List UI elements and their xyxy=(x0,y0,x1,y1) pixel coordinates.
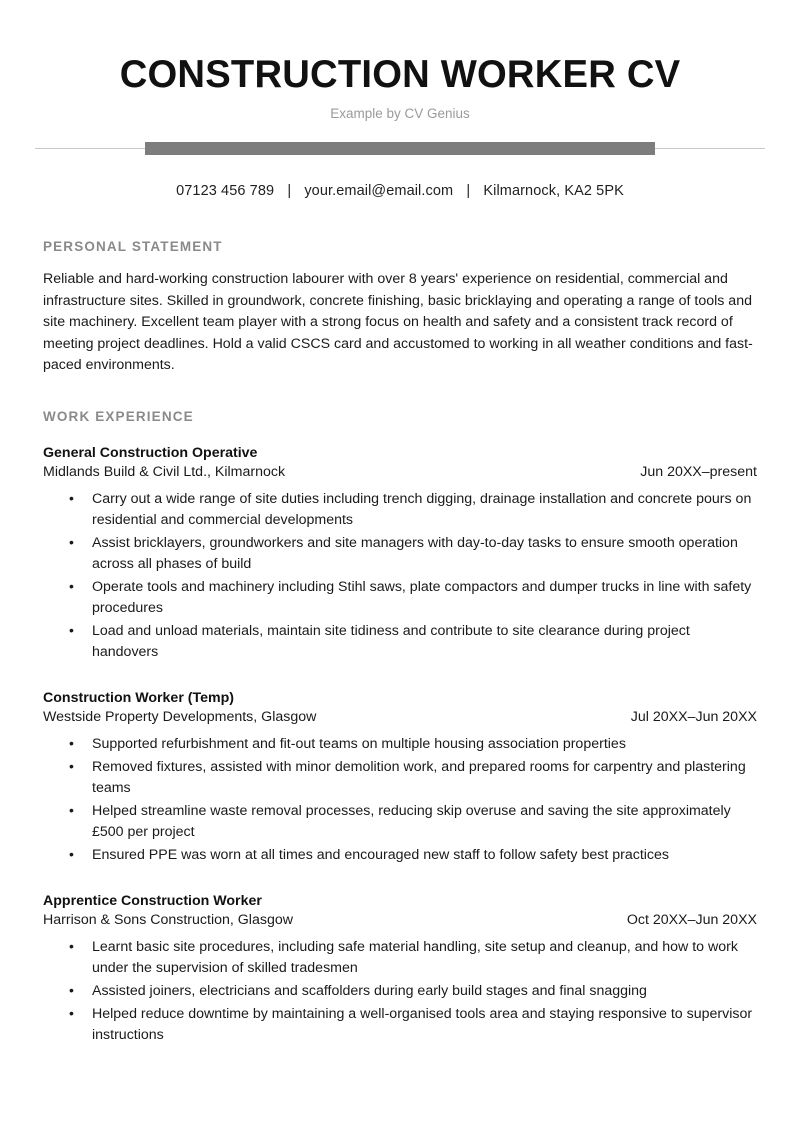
job-header xyxy=(43,892,757,930)
page-title: CONSTRUCTION WORKER CV xyxy=(119,53,681,96)
list-item: • Supported refurbishment and fit-out teams on multiple housing association properties xyxy=(43,734,757,755)
work-experience-list xyxy=(43,444,757,1046)
list-item: • Removed fixtures, assisted with minor demolition work, and prepared rooms for carpentry and plastering teams xyxy=(43,757,757,799)
section-personal-statement xyxy=(43,239,757,377)
personal-statement-text: Reliable and hard-working construction labourer with over 8 years' experience on residential, commercial and infrastructure sites. Skilled in groundwork, concrete finishing, basic bricklaying and operating a range of tools and site machinery. Excellent team player with a strong focus on health and safety and a consistent track record of meeting project deadlines. Hold a valid CSCS card and accustomed to working in all weather conditions and fast-paced environments. xyxy=(43,271,753,373)
list-item: • Learnt basic site procedures, including safe material handling, site setup and cleanup, and how to work under the supervision of skilled tradesmen xyxy=(43,937,757,979)
job-entry xyxy=(43,689,757,866)
divider-thick-bar xyxy=(145,142,655,155)
cv-header xyxy=(0,0,800,123)
contact-phone: 07123 456 789 xyxy=(176,183,275,199)
job-company: Midlands Build & Civil Ltd., Kilmarnock xyxy=(43,463,286,480)
job-header xyxy=(43,444,757,482)
job-bullet-list xyxy=(43,734,757,866)
contact-email: your.email@email.com xyxy=(304,183,454,199)
job-title: Construction Worker (Temp) xyxy=(43,689,235,706)
job-title: General Construction Operative xyxy=(43,444,258,461)
section-work-experience xyxy=(43,409,757,1046)
page-subtitle: Example by CV Genius xyxy=(330,106,470,121)
job-entry xyxy=(43,892,757,1046)
contact-location: Kilmarnock, KA2 5PK xyxy=(483,183,624,199)
job-dates: Jul 20XX–Jun 20XX xyxy=(630,708,757,725)
job-company: Westside Property Developments, Glasgow xyxy=(43,708,317,725)
job-entry xyxy=(43,444,757,663)
contact-bar xyxy=(0,181,800,201)
cv-body xyxy=(0,239,800,1046)
list-item: • Ensured PPE was worn at all times and encouraged new staff to follow safety best practices xyxy=(43,845,757,866)
list-item: • Helped reduce downtime by maintaining a well-organised tools area and staying responsive to supervisor instructions xyxy=(43,1004,757,1046)
list-item: • Load and unload materials, maintain site tidiness and contribute to site clearance during project handovers xyxy=(43,621,757,663)
job-bullet-list xyxy=(43,489,757,663)
job-dates: Jun 20XX–present xyxy=(640,463,757,480)
job-dates: Oct 20XX–Jun 20XX xyxy=(626,911,757,928)
list-item: • Assisted joiners, electricians and scaffolders during early build stages and final snagging xyxy=(43,981,757,1002)
contact-separator-2: | xyxy=(466,183,471,199)
header-divider xyxy=(0,137,800,161)
section-heading-work-experience: WORK EXPERIENCE xyxy=(43,408,194,424)
job-bullet-list xyxy=(43,937,757,1046)
list-item: • Operate tools and machinery including Stihl saws, plate compactors and dumper trucks in line with safety procedures xyxy=(43,577,757,619)
job-title: Apprentice Construction Worker xyxy=(43,892,262,909)
contact-separator-1: | xyxy=(287,183,292,199)
list-item: • Carry out a wide range of site duties including trench digging, drainage installation and concrete pours on residential and commercial developments xyxy=(43,489,757,531)
job-header xyxy=(43,689,757,727)
list-item: • Helped streamline waste removal processes, reducing skip overuse and saving the site approximately £500 per project xyxy=(43,801,757,843)
job-company: Harrison & Sons Construction, Glasgow xyxy=(43,911,293,928)
section-heading-personal-statement: PERSONAL STATEMENT xyxy=(43,239,223,254)
list-item: • Assist bricklayers, groundworkers and site managers with day-to-day tasks to ensure smooth operation across all phases of build xyxy=(43,533,757,575)
